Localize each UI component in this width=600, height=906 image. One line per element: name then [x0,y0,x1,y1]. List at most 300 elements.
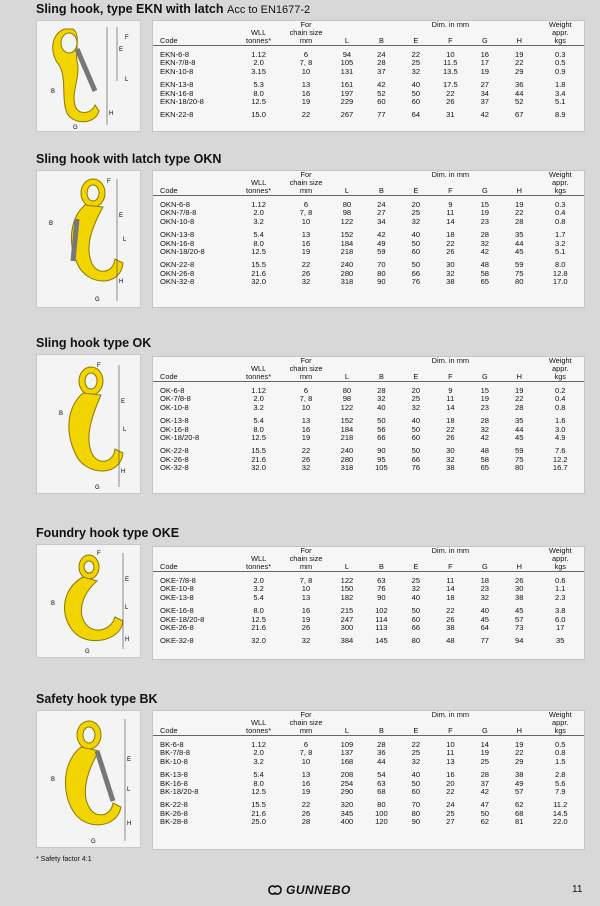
value-cell: 45 [480,614,490,624]
value-cell: 52 [377,88,386,98]
hook-okn-icon [37,171,141,308]
value-cell: 50 [411,424,421,434]
value-cell: 22 [301,446,311,456]
value-cell: 32 [446,454,455,464]
code-cell: OKE-13-8 [160,592,194,602]
value-cell: 1.6 [554,416,566,426]
value-cell: 17 [480,58,490,68]
header-dim-f: F [433,187,467,196]
value-cell: 32 [411,756,421,766]
value-cell: 19 [480,394,490,404]
svg-text:G: G [85,649,90,655]
value-cell: 1.12 [251,385,266,395]
value-cell: 15.5 [251,800,266,810]
value-cell: 28 [301,817,311,827]
value-cell: 22.0 [552,817,568,827]
value-cell: 3.4 [554,88,566,98]
value-cell: 161 [340,80,354,90]
value-cell: 10 [301,756,311,766]
value-cell: 56 [377,424,386,434]
value-cell: 45 [515,246,524,256]
value-cell: 50 [480,808,490,818]
value-cell: 229 [340,96,354,106]
value-cell: 3.2 [253,756,264,766]
value-cell: 290 [340,786,354,796]
code-cell: OK-22-8 [160,446,189,456]
value-cell: 62 [515,800,524,810]
value-cell: 40 [411,80,421,90]
value-cell: 30 [446,446,455,456]
svg-text:L: L [123,427,127,433]
header-weight-line2: appr. [552,363,569,373]
gunnebo-logo-icon [268,884,282,896]
spec-table [153,171,584,287]
header-dim-f: F [433,563,467,572]
value-cell: 80 [377,800,386,810]
svg-text:B: B [51,601,56,607]
value-cell: 24 [377,199,386,209]
value-cell: 19 [515,739,524,749]
value-cell: 67 [515,110,524,120]
header-cell [330,171,364,179]
value-cell: 6 [303,385,309,395]
code-cell: BK-26-8 [160,808,188,818]
header-dim: Dim. in mm [431,710,470,719]
section-title: Sling hook type OK [36,336,152,350]
value-cell: 30 [446,260,455,270]
svg-text:H: H [127,821,132,827]
spec-table [153,547,584,646]
value-cell: 32 [480,424,490,434]
value-cell: 25 [480,756,490,766]
value-cell: 14 [480,739,490,749]
value-cell: 3.2 [253,402,264,412]
value-cell: 11 [446,394,455,404]
value-cell: 6 [303,49,309,59]
header-code: Code [153,187,235,196]
value-cell: 122 [340,402,354,412]
hook-oke-drawing [36,544,141,658]
header-dim-b: B [364,373,398,382]
value-cell: 384 [340,636,354,646]
table-row [153,248,584,256]
value-cell: 76 [411,277,421,287]
header-cell [153,171,235,179]
value-cell: 22 [446,88,455,98]
value-cell: 16 [301,238,311,248]
value-cell: 13 [446,756,455,766]
value-cell: 35 [515,230,524,240]
value-cell: 20 [446,778,455,788]
value-cell: 4.9 [554,432,566,442]
value-cell: 7, 8 [299,748,313,758]
value-cell: 3.0 [554,424,566,434]
value-cell: 26 [301,268,311,278]
value-cell: 122 [340,575,354,585]
header-dim-g: G [468,373,502,382]
value-cell: 5.6 [554,778,566,788]
code-cell: EKN-10-8 [160,66,194,76]
value-cell: 40 [480,606,490,616]
value-cell: 49 [377,238,386,248]
header-weight-line2: appr. [552,553,569,563]
header-weight-line3: kgs [537,373,584,382]
value-cell: 19 [301,96,311,106]
value-cell: 28 [515,216,524,226]
value-cell: 32.0 [251,636,266,646]
code-cell: BK-10-8 [160,756,188,766]
page-number: 11 [572,884,583,895]
value-cell: 22 [301,110,311,120]
svg-text:B: B [49,221,54,227]
value-cell: 2.8 [554,770,566,780]
header-dim-l: L [330,727,364,736]
code-cell: OKN-6-8 [160,199,190,209]
value-cell: 25 [411,394,421,404]
value-cell: 80 [515,463,524,473]
value-cell: 22 [301,260,311,270]
value-cell: 45 [515,432,524,442]
value-cell: 218 [340,432,354,442]
svg-text:F: F [125,35,129,41]
value-cell: 267 [340,110,354,120]
code-cell: EKN-22-8 [160,110,194,120]
value-cell: 66 [377,432,386,442]
value-cell: 218 [340,246,354,256]
value-cell: 14 [446,216,455,226]
value-cell: 109 [340,739,354,749]
code-cell: OK-10-8 [160,402,189,412]
value-cell: 215 [340,606,354,616]
value-cell: 208 [340,770,354,780]
header-wll-line2: tonnes* [235,187,282,196]
value-cell: 122 [340,216,354,226]
value-cell: 18 [446,230,455,240]
value-cell: 57 [515,786,524,796]
value-cell: 59 [515,260,524,270]
value-cell: 0.2 [554,385,566,395]
value-cell: 254 [340,778,354,788]
value-cell: 10 [446,739,455,749]
header-cell [330,711,364,719]
value-cell: 23 [480,216,490,226]
header-wll-line1: WLL [250,363,267,373]
value-cell: 10 [301,584,311,594]
value-cell: 95 [377,454,386,464]
value-cell: 8.0 [253,606,264,616]
hook-oke-icon [37,545,141,658]
table-row [153,278,584,286]
value-cell: 22 [411,739,421,749]
value-cell: 19 [480,748,490,758]
value-cell: 38 [446,277,455,287]
value-cell: 60 [411,614,421,624]
value-cell: 13 [301,80,311,90]
header-weight-line1: Weight [548,710,572,719]
code-cell: EKN-16-8 [160,88,194,98]
value-cell: 247 [340,614,354,624]
value-cell: 19 [480,66,490,76]
value-cell: 36 [515,80,524,90]
value-cell: 19 [301,614,311,624]
value-cell: 6 [303,739,309,749]
value-cell: 30 [515,584,524,594]
header-wll-line2: tonnes* [235,727,282,736]
header-dim-b: B [364,187,398,196]
header-dim: Dim. in mm [431,546,470,555]
code-cell: OK-26-8 [160,454,189,464]
value-cell: 120 [375,817,388,827]
table-row [153,68,584,76]
value-cell: 15.5 [251,260,266,270]
header-code: Code [153,563,235,572]
value-cell: 50 [377,416,386,426]
header-weight-line1: Weight [548,546,572,555]
value-cell: 80 [377,268,386,278]
value-cell: 19 [301,246,311,256]
header-wll-line2: tonnes* [235,37,282,46]
header-row [153,21,584,29]
value-cell: 62 [480,817,490,827]
header-chain-line1: For [300,20,312,29]
table-row [153,464,584,472]
value-cell: 28 [515,402,524,412]
value-cell: 80 [515,277,524,287]
value-cell: 11 [446,748,455,758]
value-cell: 32 [411,66,421,76]
hook-bk-icon [37,711,141,848]
value-cell: 90 [377,446,386,456]
code-cell: OK-13-8 [160,416,189,426]
value-cell: 22 [515,208,524,218]
value-cell: 8.9 [554,110,566,120]
header-dim-l: L [330,187,364,196]
svg-text:H: H [121,469,126,475]
header-dim-b: B [364,563,398,572]
value-cell: 16 [301,606,311,616]
section-title: Foundry hook type OKE [36,526,180,540]
value-cell: 28 [480,770,490,780]
header-cell [153,21,235,29]
value-cell: 10 [301,216,311,226]
svg-text:F: F [97,363,101,369]
value-cell: 42 [377,230,386,240]
value-cell: 0.5 [554,739,566,749]
value-cell: 32 [411,584,421,594]
value-cell: 32 [301,636,311,646]
value-cell: 70 [377,260,386,270]
value-cell: 38 [515,592,524,602]
section-title: Sling hook with latch type OKN [36,152,222,166]
value-cell: 26 [515,575,524,585]
value-cell: 21.6 [251,808,266,818]
value-cell: 182 [340,592,354,602]
value-cell: 48 [480,446,490,456]
value-cell: 131 [340,66,354,76]
value-cell: 1.7 [554,230,566,240]
svg-text:B: B [51,89,56,95]
value-cell: 73 [515,622,524,632]
value-cell: 26 [301,454,311,464]
value-cell: 22 [446,424,455,434]
code-cell: BK-22-8 [160,800,188,810]
value-cell: 20 [411,385,421,395]
value-cell: 77 [377,110,386,120]
code-cell: OKN-22-8 [160,260,195,270]
value-cell: 28 [377,58,386,68]
svg-text:G: G [95,485,100,491]
value-cell: 16 [480,49,490,59]
svg-text:E: E [121,399,126,405]
value-cell: 3.2 [253,216,264,226]
value-cell: 47 [480,800,490,810]
header-code: Code [153,373,235,382]
header-chain-line2: chain size [289,553,323,563]
value-cell: 0.3 [554,199,566,209]
header-row [153,357,584,365]
table-ekn [152,20,585,132]
value-cell: 70 [411,800,421,810]
header-dim-e: E [399,563,433,572]
value-cell: 13 [301,770,311,780]
value-cell: 26 [446,96,455,106]
value-cell: 50 [411,446,421,456]
value-cell: 63 [377,778,386,788]
value-cell: 12.5 [251,246,266,256]
value-cell: 32 [301,463,311,473]
value-cell: 17.0 [552,277,568,287]
value-cell: 15.5 [251,446,266,456]
value-cell: 19 [480,208,490,218]
value-cell: 50 [411,778,421,788]
value-cell: 0.9 [554,66,566,76]
value-cell: 13.5 [442,66,458,76]
value-cell: 40 [411,416,421,426]
table-oke [152,546,585,660]
value-cell: 152 [340,230,354,240]
value-cell: 66 [411,622,421,632]
table-row [153,624,584,632]
value-cell: 22 [411,49,421,59]
value-cell: 400 [340,817,354,827]
header-weight-line1: Weight [548,356,572,365]
value-cell: 19 [301,432,311,442]
value-cell: 34 [480,88,490,98]
value-cell: 0.3 [554,49,566,59]
value-cell: 16 [301,424,311,434]
value-cell: 12.5 [251,96,266,106]
header-dim-h: H [502,563,536,572]
value-cell: 3.8 [554,606,566,616]
value-cell: 105 [375,463,388,473]
value-cell: 68 [515,808,524,818]
header-dim-g: G [468,37,502,46]
value-cell: 16 [301,88,311,98]
header-dim: Dim. in mm [431,356,470,365]
header-wll-line1: WLL [250,27,267,37]
value-cell: 240 [340,446,354,456]
value-cell: 59 [515,446,524,456]
header-dim-f: F [433,373,467,382]
svg-text:L: L [123,237,127,243]
value-cell: 12.5 [251,432,266,442]
header-cell [153,357,235,365]
value-cell: 28 [377,385,386,395]
header-dim-h: H [502,373,536,382]
value-cell: 32 [411,402,421,412]
value-cell: 40 [411,770,421,780]
svg-text:F: F [97,551,101,557]
svg-text:L: L [125,605,129,611]
table-bk [152,710,585,850]
value-cell: 0.5 [554,58,566,68]
value-cell: 280 [340,268,354,278]
value-cell: 7, 8 [299,575,313,585]
value-cell: 44 [515,424,524,434]
value-cell: 15 [480,199,490,209]
table-row [153,788,584,796]
value-cell: 9 [448,199,453,209]
header-dim-e: E [399,373,433,382]
spec-table [153,711,584,827]
code-cell: OKE-18/20-8 [160,614,205,624]
code-cell: OKE-32-8 [160,636,194,646]
value-cell: 75 [515,268,524,278]
value-cell: 40 [377,402,386,412]
svg-text:L: L [125,77,129,83]
value-cell: 240 [340,260,354,270]
value-cell: 68 [377,786,386,796]
value-cell: 42 [480,432,490,442]
svg-text:L: L [127,787,131,793]
value-cell: 2.0 [253,394,264,404]
value-cell: 1.1 [554,584,566,594]
value-cell: 63 [377,575,386,585]
value-cell: 37 [377,66,386,76]
value-cell: 184 [340,238,354,248]
value-cell: 5.1 [554,246,566,256]
value-cell: 2.0 [253,58,264,68]
header-chain-line2: chain size [289,717,323,727]
value-cell: 22 [515,58,524,68]
table-ok [152,356,585,494]
value-cell: 25 [446,808,455,818]
spec-table [153,357,584,473]
value-cell: 22 [446,606,455,616]
header-chain-line1: For [300,546,312,555]
code-cell: OK-7/8-8 [160,394,191,404]
value-cell: 21.6 [251,454,266,464]
value-cell: 105 [340,58,354,68]
header-chain-line2: chain size [289,177,323,187]
header-dim-l: L [330,37,364,46]
value-cell: 152 [340,416,354,426]
header-cell [330,547,364,555]
spec-table [153,21,584,120]
value-cell: 114 [375,614,388,624]
value-cell: 197 [340,88,354,98]
value-cell: 1.5 [554,756,566,766]
value-cell: 26 [446,614,455,624]
value-cell: 32 [480,238,490,248]
value-cell: 76 [377,584,386,594]
value-cell: 1.12 [251,739,266,749]
hook-ok-drawing [36,354,141,494]
code-cell: EKN-18/20-8 [160,96,204,106]
value-cell: 50 [411,606,421,616]
header-row [153,373,584,382]
code-cell: BK-16-8 [160,778,188,788]
